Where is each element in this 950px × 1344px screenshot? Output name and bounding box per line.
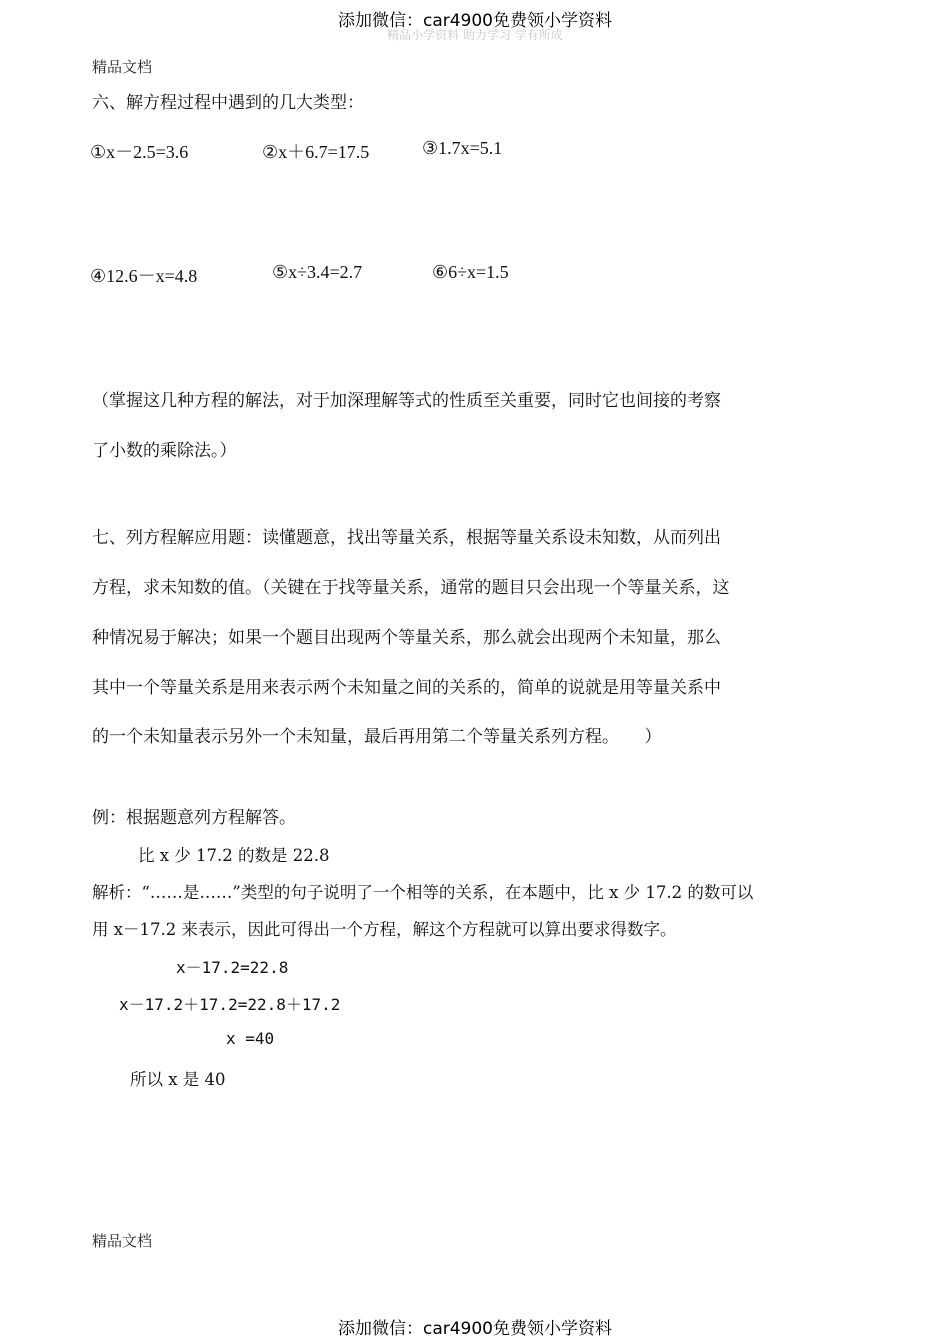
- section6-note-line2: 了小数的乘除法。）: [92, 441, 237, 461]
- conclusion: 所以 x 是 40: [130, 1070, 226, 1089]
- solution-step-3: x =40: [226, 1029, 275, 1048]
- section7-line: 的一个未知量表示另外一个未知量，最后再用第二个等量关系列方程。 ）: [92, 727, 662, 747]
- equation-3: ③1.7x=5.1: [422, 138, 503, 158]
- section7-line: 种情况易于解决；如果一个题目出现两个等量关系，那么就会出现两个未知量，那么: [92, 628, 721, 648]
- equation-1: ①x－2.5=3.6: [90, 142, 189, 162]
- solution-step-2: x－17.2＋17.2=22.8＋17.2: [119, 995, 341, 1014]
- section6-title: 六、解方程过程中遇到的几大类型：: [92, 93, 364, 113]
- footer-label: 精品文档: [92, 1232, 153, 1250]
- solution-step-1: x－17.2=22.8: [176, 958, 289, 977]
- equation-4: ④12.6－x=4.8: [90, 266, 198, 286]
- watermark-ghost: 精品小学资料 助力学习 学有所成: [387, 28, 563, 42]
- equation-5: ⑤x÷3.4=2.7: [272, 262, 363, 282]
- section7-line: 七、列方程解应用题：读懂题意，找出等量关系，根据等量关系设未知数，从而列出: [92, 528, 721, 548]
- example-problem: 比 x 少 17.2 的数是 22.8: [138, 846, 330, 865]
- analysis-line2: 用 x－17.2 来表示，因此可得出一个方程，解这个方程就可以算出要求得数字。: [92, 920, 677, 939]
- watermark-bottom: 添加微信：car4900免费领小学资料: [337, 1319, 613, 1339]
- header-label: 精品文档: [92, 58, 153, 76]
- section7-line: 方程，求未知数的值。（关键在于找等量关系，通常的题目只会出现一个等量关系，这: [92, 578, 730, 598]
- section7-line: 其中一个等量关系是用来表示两个未知量之间的关系的，简单的说就是用等量关系中: [92, 678, 721, 698]
- example-intro: 例：根据题意列方程解答。: [92, 808, 296, 828]
- equation-2: ②x＋6.7=17.5: [262, 142, 370, 162]
- watermark-top: 添加微信：car4900免费领小学资料: [337, 11, 613, 31]
- analysis-line1: 解析：“……是……”类型的句子说明了一个相等的关系，在本题中，比 x 少 17.2 的数可以: [92, 883, 754, 902]
- equation-6: ⑥6÷x=1.5: [432, 262, 509, 282]
- section6-note-line1: （掌握这几种方程的解法，对于加深理解等式的性质至关重要，同时它也间接的考察: [92, 391, 721, 411]
